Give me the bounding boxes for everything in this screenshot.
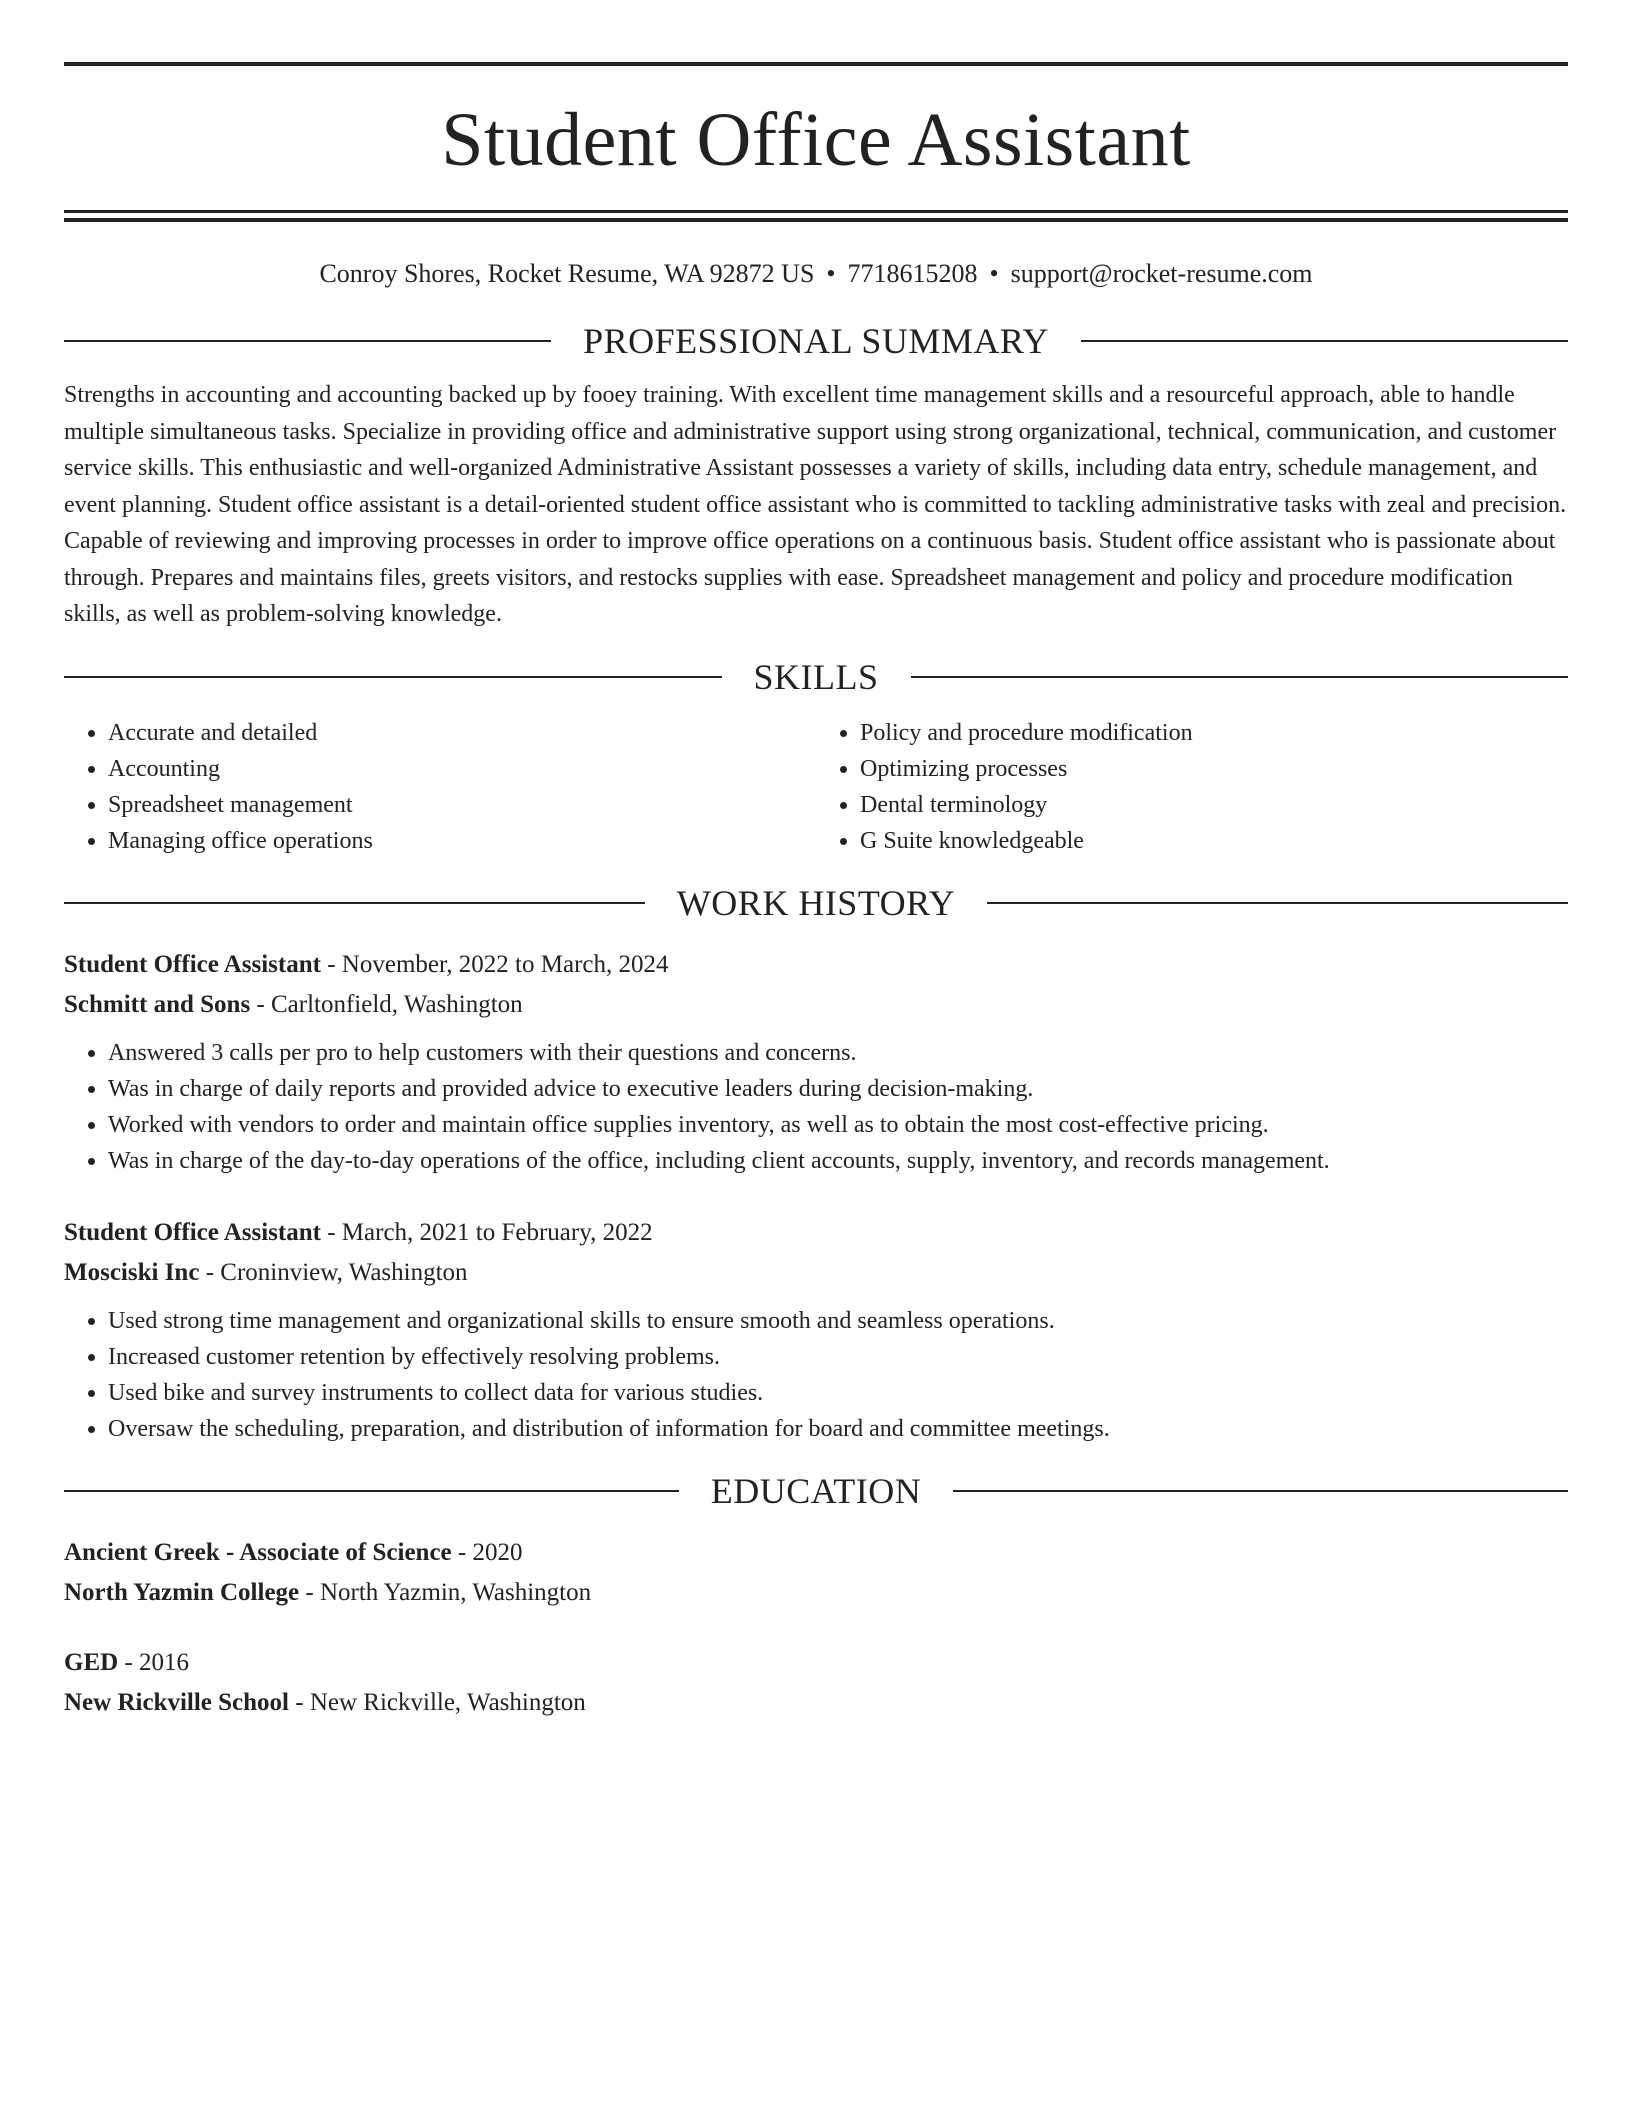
summary-section-heading	[64, 321, 1568, 362]
education-year: - 2020	[451, 1538, 523, 1566]
top-rule	[64, 62, 1568, 66]
skill-item: • Policy and procedure modification	[860, 715, 1568, 751]
skills-section-heading	[64, 656, 1568, 697]
heading-rule-right	[1081, 340, 1568, 342]
education-entry	[64, 1643, 1568, 1723]
job-company-line	[64, 1253, 1568, 1293]
contact-separator: •	[826, 259, 836, 288]
work-section-heading	[64, 882, 1568, 923]
heading-rule-left	[64, 340, 551, 342]
education-school: New Rickville School	[64, 1688, 289, 1716]
education-entry	[64, 1533, 1568, 1613]
skills-column-left	[64, 715, 816, 859]
skill-item: • Optimizing processes	[860, 751, 1568, 787]
work-heading-text: WORK HISTORY	[676, 882, 956, 923]
job-title-line	[64, 1213, 1568, 1253]
job-bullet: • Answered 3 calls per pro to help customers with their questions and concerns.	[108, 1035, 1568, 1071]
education-school-line	[64, 1683, 1568, 1723]
resume-title: Student Office Assistant	[441, 98, 1191, 182]
skills-heading-text: SKILLS	[753, 656, 879, 697]
contact-email: support@rocket-resume.com	[1010, 259, 1313, 288]
job-bullet: • Was in charge of the day-to-day operations of the office, including client accounts, supply, inventory, and records management.	[108, 1143, 1568, 1179]
skills-list	[64, 715, 1568, 859]
education-degree-line	[64, 1533, 1568, 1573]
education-location: - North Yazmin, Washington	[299, 1578, 592, 1606]
education-heading-text: EDUCATION	[710, 1470, 922, 1511]
skills-column-right	[816, 715, 1568, 859]
heading-rule-left	[64, 1490, 679, 1492]
job-location: - Carltonfield, Washington	[250, 990, 523, 1018]
job-title: Student Office Assistant	[64, 950, 321, 978]
contact-address: Conroy Shores, Rocket Resume, WA 92872 US	[319, 259, 815, 288]
heading-rule-left	[64, 902, 645, 904]
education-degree-line	[64, 1643, 1568, 1683]
education-section-heading	[64, 1470, 1568, 1511]
heading-rule-right	[953, 1490, 1568, 1492]
education-location: - New Rickville, Washington	[289, 1688, 586, 1716]
job-dates: - March, 2021 to February, 2022	[320, 1218, 653, 1246]
heading-rule-left	[64, 676, 722, 678]
skill-item: • Managing office operations	[108, 823, 816, 859]
heading-rule-right	[911, 676, 1569, 678]
job-title-line	[64, 945, 1568, 985]
job-company: Schmitt and Sons	[64, 990, 251, 1018]
skill-item: • Spreadsheet management	[108, 787, 816, 823]
job-dates: - November, 2022 to March, 2024	[320, 950, 669, 978]
job-bullet: • Worked with vendors to order and maintain office supplies inventory, as well as to obtain the most cost-effective pricing.	[108, 1107, 1568, 1143]
title-double-rule	[64, 210, 1568, 222]
job-company-line	[64, 985, 1568, 1025]
contact-separator: •	[989, 259, 999, 288]
skill-item: • G Suite knowledgeable	[860, 823, 1568, 859]
job-bullet: • Oversaw the scheduling, preparation, and distribution of information for board and committee meetings.	[108, 1411, 1568, 1447]
summary-paragraph: Strengths in accounting and accounting backed up by fooey training. With excellent time management skills and a resourceful approach, able to handle multiple simultaneous tasks. Specialize in providing office and administrative support using strong organizational, technical, communication, and customer service skills. This enthusiastic and well-organized Administrative Assistant possesses a variety of skills, including data entry, schedule management, and event planning. Student office assistant is a detail-oriented student office assistant who is committed to tackling administrative tasks with zeal and precision. Capable of reviewing and improving processes in order to improve office operations on a continuous basis. Student office assistant who is passionate about through. Prepares and maintains files, greets visitors, and restocks supplies with ease. Spreadsheet management and policy and procedure modification skills, as well as problem-solving knowledge.	[64, 382, 1567, 628]
summary-heading-text: PROFESSIONAL SUMMARY	[583, 321, 1049, 362]
skill-item: • Dental terminology	[860, 787, 1568, 823]
job-entry	[64, 1213, 1568, 1447]
job-title: Student Office Assistant	[64, 1218, 321, 1246]
skill-item: • Accurate and detailed	[108, 715, 816, 751]
job-bullets	[64, 1035, 1568, 1179]
education-degree: Ancient Greek - Associate of Science	[64, 1538, 452, 1566]
job-bullet: • Used strong time management and organizational skills to ensure smooth and seamless operations.	[108, 1303, 1568, 1339]
job-bullet: • Used bike and survey instruments to collect data for various studies.	[108, 1375, 1568, 1411]
job-bullet: • Increased customer retention by effectively resolving problems.	[108, 1339, 1568, 1375]
job-company: Mosciski Inc	[64, 1258, 200, 1286]
education-year: - 2016	[118, 1648, 190, 1676]
job-bullets	[64, 1303, 1568, 1447]
contact-line	[64, 258, 1568, 289]
contact-phone: 7718615208	[847, 259, 978, 288]
heading-rule-right	[987, 902, 1568, 904]
education-school: North Yazmin College	[64, 1578, 300, 1606]
job-location: - Croninview, Washington	[199, 1258, 468, 1286]
skill-item: • Accounting	[108, 751, 816, 787]
job-bullet: • Was in charge of daily reports and provided advice to executive leaders during decision-making.	[108, 1071, 1568, 1107]
education-school-line	[64, 1573, 1568, 1613]
job-entry	[64, 945, 1568, 1179]
education-degree: GED	[64, 1648, 119, 1676]
